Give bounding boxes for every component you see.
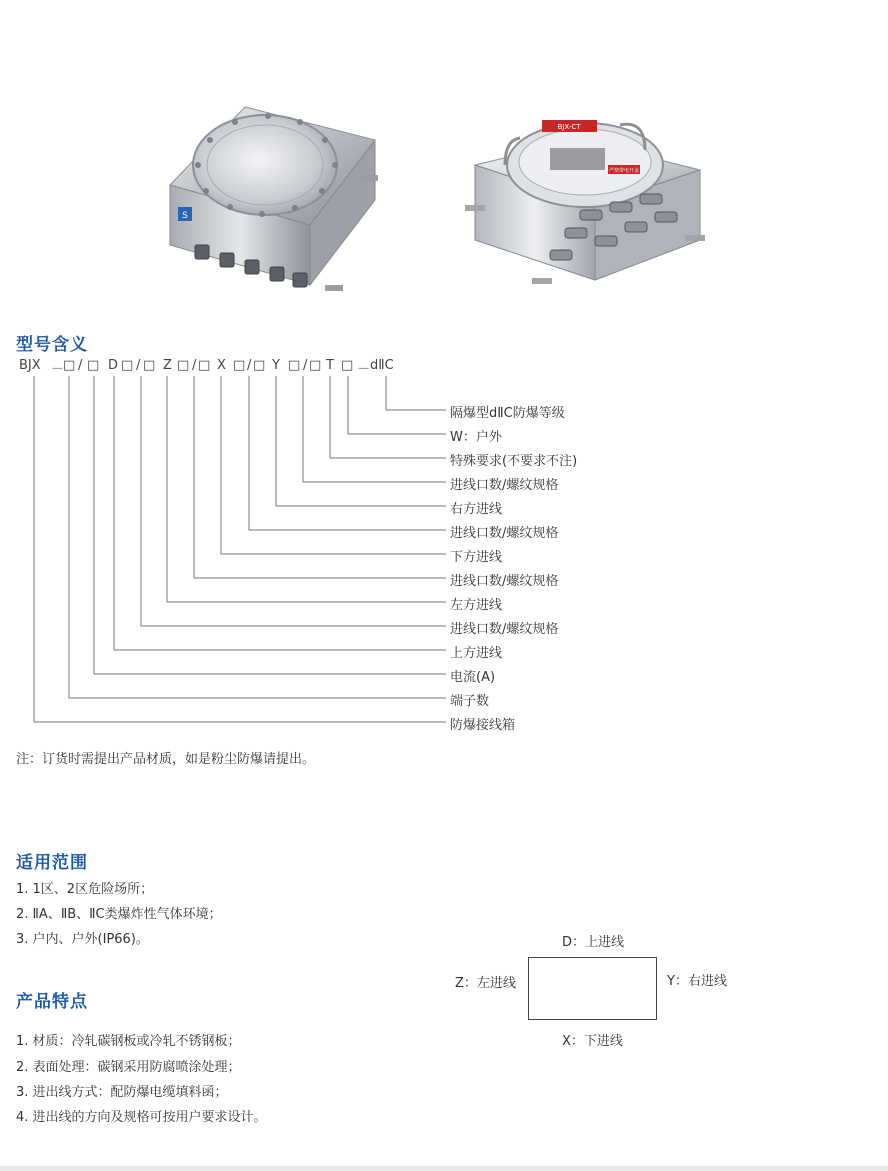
features-section-title: 产品特点 [16,992,88,1012]
product-photo-left [150,95,390,305]
code-token: － [357,362,371,377]
model-desc: 隔爆型dⅡC防爆等级 [450,406,565,421]
code-token: □ [121,358,134,373]
model-desc: 进线口数/螺纹规格 [450,478,559,493]
feature-item: 1. 材质：冷轧碳钢板或冷轧不锈钢板； [16,1034,241,1049]
feature-item: 3. 进出线方式：配防爆电缆填料函； [16,1085,228,1100]
feature-item: 4. 进出线的方向及规格可按用户要求设计。 [16,1110,267,1125]
model-desc: 上方进线 [450,646,503,661]
model-desc: 进线口数/螺纹规格 [450,574,559,589]
code-token: T [326,358,334,373]
code-token: dⅡC [370,358,394,373]
photo-label-2: 严禁带电开盖 [608,168,640,174]
code-token: / [303,358,308,373]
diagram-right-label: Y：右进线 [667,974,727,989]
scope-item: 2. ⅡA、ⅡB、ⅡC类爆炸性气体环境； [16,907,222,922]
code-token: □ [309,358,322,373]
photo-label-1: BJX-CT [557,123,581,131]
code-token: □ [233,358,246,373]
code-token: － [51,362,65,377]
diagram-top-label: D：上进线 [562,935,625,950]
code-token: □ [198,358,211,373]
model-desc: W：户外 [450,430,502,445]
model-desc: 左方进线 [450,598,503,613]
code-token: □ [63,358,76,373]
model-desc: 右方进线 [450,502,503,517]
diagram-bottom-label: X：下进线 [562,1034,623,1049]
code-token: □ [288,358,301,373]
code-token: □ [253,358,266,373]
product-photo-right [460,110,710,295]
model-desc: 下方进线 [450,550,503,565]
code-token: / [247,358,252,373]
feature-item: 2. 表面处理：碳钢采用防腐喷涂处理； [16,1060,241,1075]
model-desc: 进线口数/螺纹规格 [450,526,559,541]
order-note: 注：订货时需提出产品材质，如是粉尘防爆请提出。 [16,752,316,767]
code-token: / [192,358,197,373]
scope-item: 3. 户内、户外(IP66)。 [16,932,149,947]
code-token: / [78,358,83,373]
model-section-title: 型号含义 [16,335,88,355]
code-token: Z [163,358,172,373]
code-token: □ [143,358,156,373]
scope-section-title: 适用范围 [16,853,88,873]
photo-badge-text: S [182,211,188,221]
model-connector-lines [0,370,460,730]
code-token: □ [87,358,100,373]
model-desc: 端子数 [450,694,490,709]
bottom-rule [0,1166,888,1171]
code-token: D [108,358,119,373]
diagram-box [528,957,657,1020]
scope-item: 1. 1区、2区危险场所； [16,882,154,897]
diagram-left-label: Z：左进线 [455,976,516,991]
model-desc: 电流(A) [450,670,496,685]
model-desc: 特殊要求(不要求不注) [450,454,578,469]
code-token: Y [272,358,280,373]
code-token: BJX [19,358,41,373]
code-token: X [217,358,226,373]
code-token: □ [341,358,354,373]
code-token: □ [177,358,190,373]
model-desc: 防爆接线箱 [450,718,516,733]
model-desc: 进线口数/螺纹规格 [450,622,559,637]
code-token: / [136,358,141,373]
